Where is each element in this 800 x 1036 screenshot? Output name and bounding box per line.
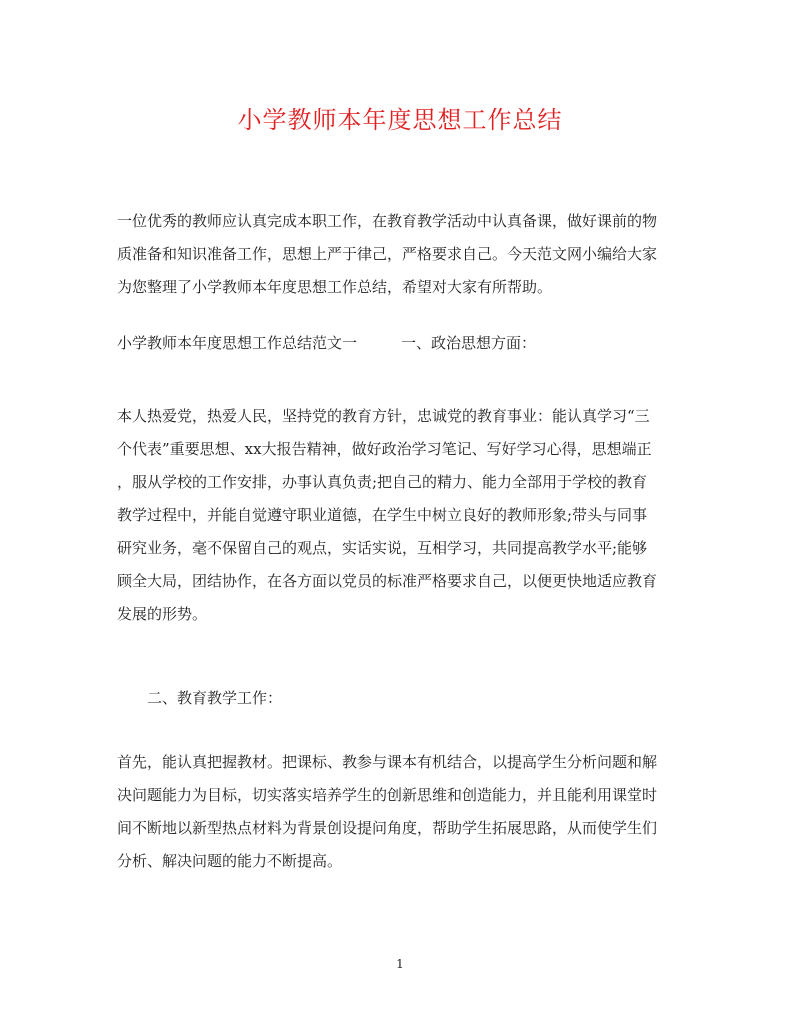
intro-line: 质准备和知识准备工作，思想上严于律己，严格要求自己。今天范文网小编给大家: [117, 245, 658, 263]
section1-line: 顾全大局，团结协作，在各方面以党员的标准严格要求自己，以便更快地适应教育: [117, 572, 658, 590]
intro-line: 为您整理了小学教师本年度思想工作总结，希望对大家有所帮助。: [117, 278, 553, 296]
sample-heading: 小学教师本年度思想工作总结范文一: [117, 334, 358, 352]
section2-paragraph: [117, 746, 687, 878]
section2-heading: 二、教育教学工作：: [147, 689, 283, 707]
sample-heading-row: [117, 327, 687, 360]
section1-line: 本人热爱党，热爱人民，坚持党的教育方针，忠诚党的教育事业：能认真学习“三: [117, 407, 650, 425]
section2-line: 间不断地以新型热点材料为背景创设提问角度，帮助学生拓展思路，从而使学生们: [117, 819, 658, 837]
section1-line: 发展的形势。: [117, 605, 208, 623]
document-title: 小学教师本年度思想工作总结: [237, 106, 563, 134]
sample-heading-line: [117, 327, 687, 360]
section1-line: 个代表”重要思想、xx大报告精神，做好政治学习笔记、写好学习心得，思想端正: [117, 440, 652, 458]
section2-line: 决问题能力为目标，切实落实培养学生的创新思维和创造能力，并且能利用课堂时: [117, 786, 658, 804]
intro-line: 一位优秀的教师应认真完成本职工作，在教育教学活动中认真备课，做好课前的物: [117, 212, 658, 230]
section1-line: 研究业务，毫不保留自己的观点，实话实说，互相学习，共同提高教学水平;能够: [117, 539, 648, 557]
section1-line: ，服从学校的工作安排，办事认真负责;把自己的精力、能力全部用于学校的教育: [117, 473, 648, 491]
section2-heading-block: [117, 682, 687, 715]
intro-paragraph: [117, 205, 687, 304]
section1-heading: 一、政治思想方面：: [401, 334, 537, 352]
section1-paragraph: [117, 400, 687, 631]
page-number: 1: [396, 957, 404, 971]
section2-line: 首先，能认真把握教材。把课标、教参与课本有机结合，以提高学生分析问题和解: [117, 753, 658, 771]
section1-line: 教学过程中，并能自觉遵守职业道德，在学生中树立良好的教师形象;带头与同事: [117, 506, 648, 524]
section2-line: 分析、解决问题的能力不断提高。: [117, 852, 343, 870]
